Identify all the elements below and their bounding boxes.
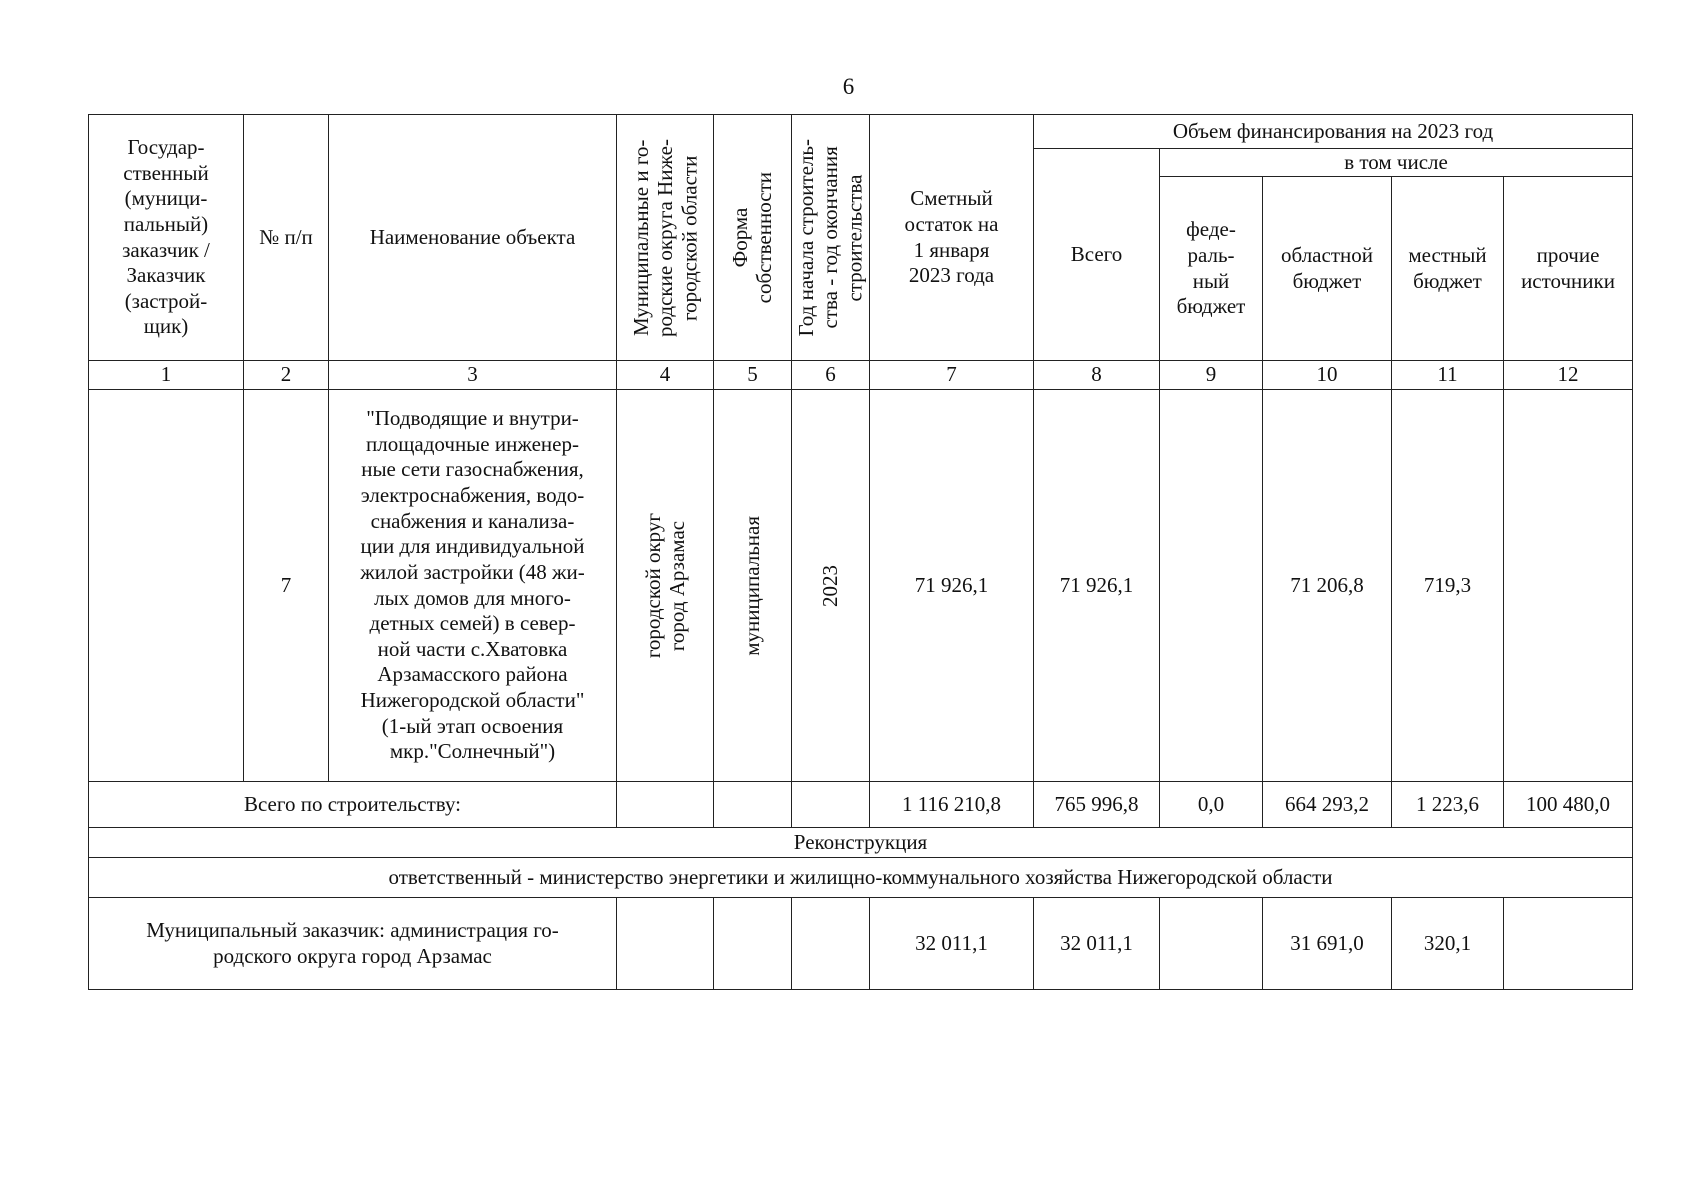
- object-regional: 71 206,8: [1263, 390, 1392, 782]
- object-other: [1504, 390, 1633, 782]
- construction-total-empty: [617, 782, 714, 828]
- column-number: 6: [792, 361, 870, 390]
- header-ownership-cell: [714, 115, 792, 361]
- header-regional: областной бюджет: [1263, 177, 1392, 361]
- object-ownership-cell: [714, 390, 792, 782]
- column-number: 11: [1392, 361, 1504, 390]
- construction-total-federal: 0,0: [1160, 782, 1263, 828]
- header-num: № п/п: [244, 115, 329, 361]
- object-customer: [89, 390, 244, 782]
- construction-total-total: 765 996,8: [1034, 782, 1160, 828]
- column-number: 7: [870, 361, 1034, 390]
- page-number: 6: [842, 74, 855, 99]
- object-years: 2023: [818, 564, 843, 607]
- customer-empty: [617, 898, 714, 990]
- header-municipalities: Муниципальные и го- родские округа Ниже- городской области: [628, 138, 702, 337]
- header-ownership: Форма собственности: [728, 171, 777, 304]
- header-years: Год начала строитель- ства - год окончания строительства: [794, 138, 867, 337]
- header-customer: Государ- ственный (муници- пальный) заказчик / Заказчик (застрой- щик): [89, 115, 244, 361]
- construction-total-label: Всего по строительству:: [89, 782, 617, 828]
- header-object-name: Наименование объекта: [329, 115, 617, 361]
- column-number: 2: [244, 361, 329, 390]
- header-other: прочие источники: [1504, 177, 1633, 361]
- table-row: [89, 390, 1633, 782]
- column-number: 8: [1034, 361, 1160, 390]
- object-years-cell: [792, 390, 870, 782]
- column-number: 1: [89, 361, 244, 390]
- header-total: Всего: [1034, 149, 1160, 361]
- financing-table: [88, 114, 1633, 990]
- column-number: 5: [714, 361, 792, 390]
- column-number: 3: [329, 361, 617, 390]
- header-financing: Объем финансирования на 2023 год: [1034, 115, 1633, 149]
- table-row: [89, 782, 1633, 828]
- customer-empty: [714, 898, 792, 990]
- customer-regional: 31 691,0: [1263, 898, 1392, 990]
- header-including: в том числе: [1160, 149, 1633, 177]
- construction-total-other: 100 480,0: [1504, 782, 1633, 828]
- customer-federal: [1160, 898, 1263, 990]
- customer-other: [1504, 898, 1633, 990]
- customer-empty: [792, 898, 870, 990]
- column-number: 4: [617, 361, 714, 390]
- header-federal: феде- раль- ный бюджет: [1160, 177, 1263, 361]
- column-number: 9: [1160, 361, 1263, 390]
- construction-total-empty: [714, 782, 792, 828]
- construction-total-regional: 664 293,2: [1263, 782, 1392, 828]
- object-local: 719,3: [1392, 390, 1504, 782]
- object-ownership: муниципальная: [740, 515, 765, 656]
- table-row: [89, 898, 1633, 990]
- object-num: 7: [244, 390, 329, 782]
- object-total: 71 926,1: [1034, 390, 1160, 782]
- header-years-cell: [792, 115, 870, 361]
- construction-total-empty: [792, 782, 870, 828]
- header-municipalities-cell: [617, 115, 714, 361]
- column-number: 12: [1504, 361, 1633, 390]
- object-municipality-cell: [617, 390, 714, 782]
- customer-label: Муниципальный заказчик: администрация го- родского округа город Арзамас: [89, 898, 617, 990]
- construction-total-local: 1 223,6: [1392, 782, 1504, 828]
- section-reconstruction: Реконструкция: [89, 828, 1633, 858]
- object-name: "Подводящие и внутри- площадочные инженер- ные сети газоснабжения, электроснабжения, водо- снабжения и канализа- ции для индивидуальной жилой застройки (48 жи- лых домов для много- детных семей) в север- ной части с.Хватовка Арзамасского района Нижегородской области" (1-ый этап освоения мкр."Солнечный"): [329, 390, 617, 782]
- construction-total-estimate: 1 116 210,8: [870, 782, 1034, 828]
- header-local: местный бюджет: [1392, 177, 1504, 361]
- column-number: 10: [1263, 361, 1392, 390]
- object-estimate: 71 926,1: [870, 390, 1034, 782]
- object-municipality: городской округ город Арзамас: [640, 512, 689, 659]
- customer-estimate: 32 011,1: [870, 898, 1034, 990]
- customer-total: 32 011,1: [1034, 898, 1160, 990]
- section-responsible: ответственный - министерство энергетики и жилищно-коммунального хозяйства Нижегородской области: [89, 858, 1633, 898]
- header-estimate: Сметный остаток на 1 января 2023 года: [870, 115, 1034, 361]
- object-federal: [1160, 390, 1263, 782]
- customer-local: 320,1: [1392, 898, 1504, 990]
